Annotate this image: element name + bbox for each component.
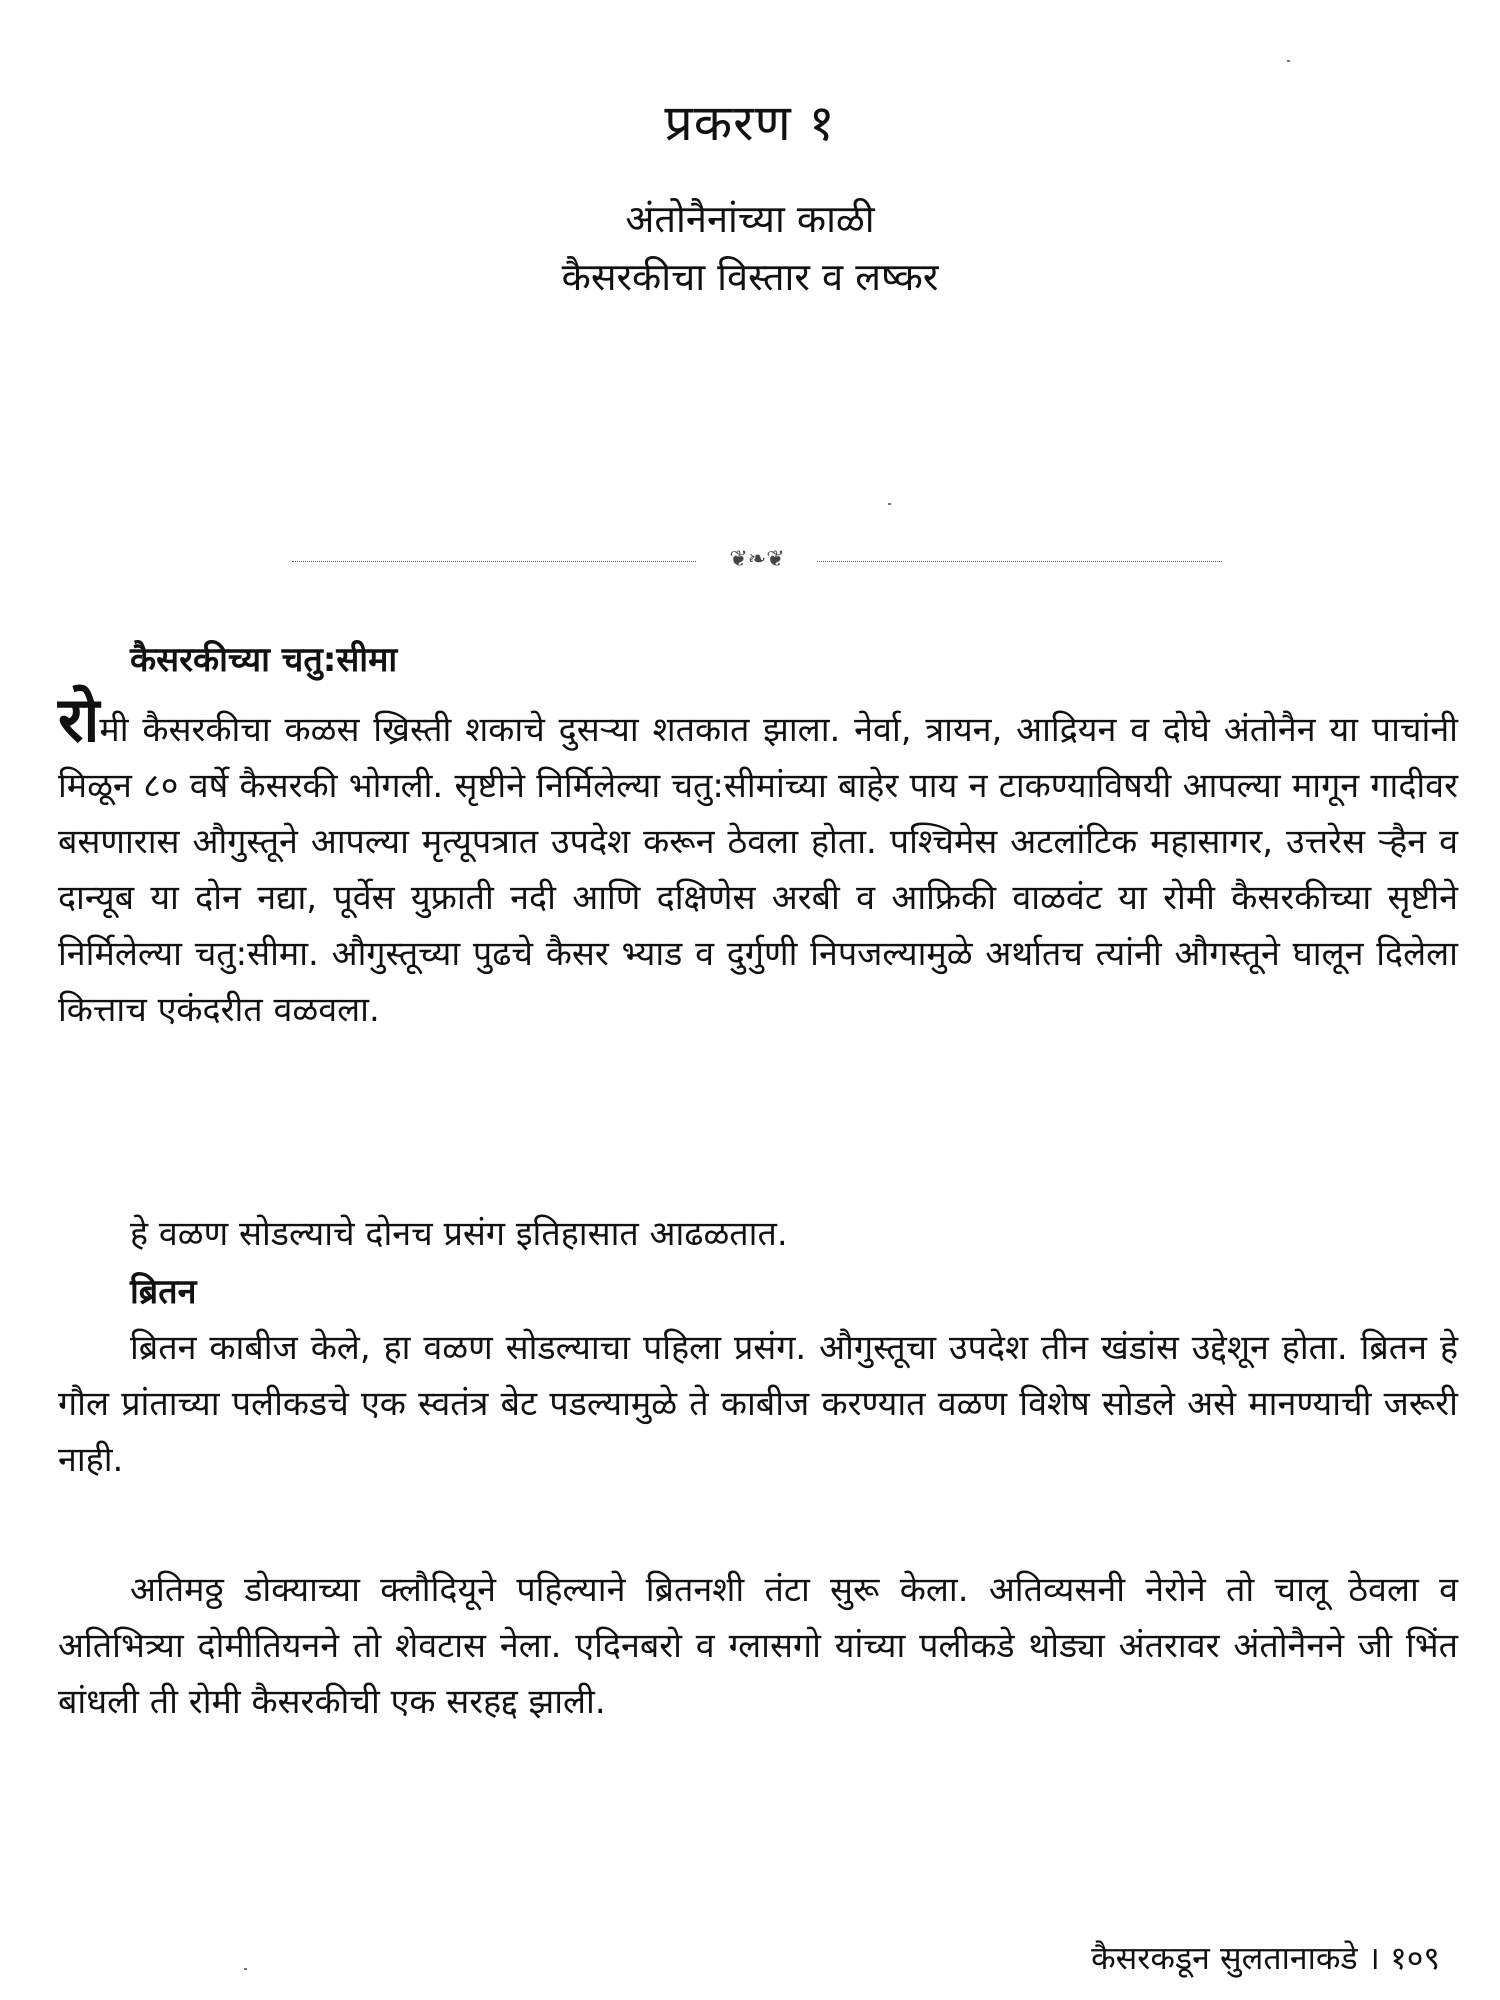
ornamental-divider	[292, 545, 1222, 575]
scan-speck	[1287, 60, 1290, 62]
chapter-subtitle	[0, 190, 1500, 306]
chapter-subtitle-line-1: अंतोनैनांच्या काळी	[625, 197, 875, 241]
paragraph-boundaries-text: मी कैसरकीचा कळस ख्रिस्ती शकाचे दुसऱ्या शतकात झाला. नेर्वा, त्रायन, आद्रियन व दोघे अंतोनैन या पाचांनी मिळून ८० वर्षे कैसरकी भोगली. सृष्टीने निर्मिलेल्या चतु:सीमांच्या बाहेर पाय न टाकण्याविषयी आपल्या मागून गादीवर बसणारास औगुस्तूने आपल्या मृत्यूपत्रात उपदेश करून ठेवला होता. पश्चिमेस अटलांटिक महासागर, उत्तरेस ऱ्हैन व दान्यूब या दोन नद्या, पूर्वेस युफ्राती नदी आणि दक्षिणेस अरबी व आफ्रिकी वाळवंट या रोमी कैसरकीच्या सृष्टीने निर्मिलेल्या चतु:सीमा. औगुस्तूच्या पुढचे कैसर भ्याड व दुर्गुणी निपजल्यामुळे अर्थातच त्यांनी औगस्तूने घालून दिलेला कित्ताच एकंदरीत वळवला.	[58, 710, 1458, 1030]
ornament-icon: ❦❧❦	[697, 545, 817, 575]
paragraph-britain-history: अतिमठ्ठ डोक्याच्या क्लौदियूने पहिल्याने ब्रितनशी तंटा सुरू केला. अतिव्यसनी नेरोने तो चालू ठेवला व अतिभित्र्या दोमीतियनने तो शेवटास नेला. एदिनबरो व ग्लासगो यांच्या पलीकडे थोड्या अंतरावर अंतोनैनने जी भिंत बांधली ती रोमी कैसरकीची एक सरहद्द झाली.	[58, 1570, 1458, 1722]
drop-cap: रो	[58, 683, 100, 756]
chapter-heading: प्रकरण १	[664, 94, 836, 152]
running-footer: कैसरकडून सुलतानाकडे । १०९	[1091, 1939, 1440, 1977]
scan-speck	[244, 1968, 247, 1970]
scan-speck	[888, 503, 891, 505]
section-heading-britain: ब्रितन	[130, 1272, 197, 1312]
chapter-subtitle-line-2: कैसरकीचा विस्तार व लष्कर	[561, 255, 939, 299]
section-heading-boundaries: कैसरकीच्या चतु:सीमा	[130, 640, 398, 680]
paragraph-two-deviations: हे वळण सोडल्याचे दोनच प्रसंग इतिहासात आढळतात.	[130, 1214, 788, 1254]
paragraph-boundaries	[58, 683, 1458, 1038]
paragraph-britain-conquest: ब्रितन काबीज केले, हा वळण सोडल्याचा पहिला प्रसंग. औगुस्तूचा उपदेश तीन खंडांस उद्देशून होता. ब्रितन हे गौल प्रांताच्या पलीकडचे एक स्वतंत्र बेट पडल्यामुळे ते काबीज करण्यात वळण विशेष सोडले असे मानण्याची जरूरी नाही.	[58, 1328, 1458, 1480]
